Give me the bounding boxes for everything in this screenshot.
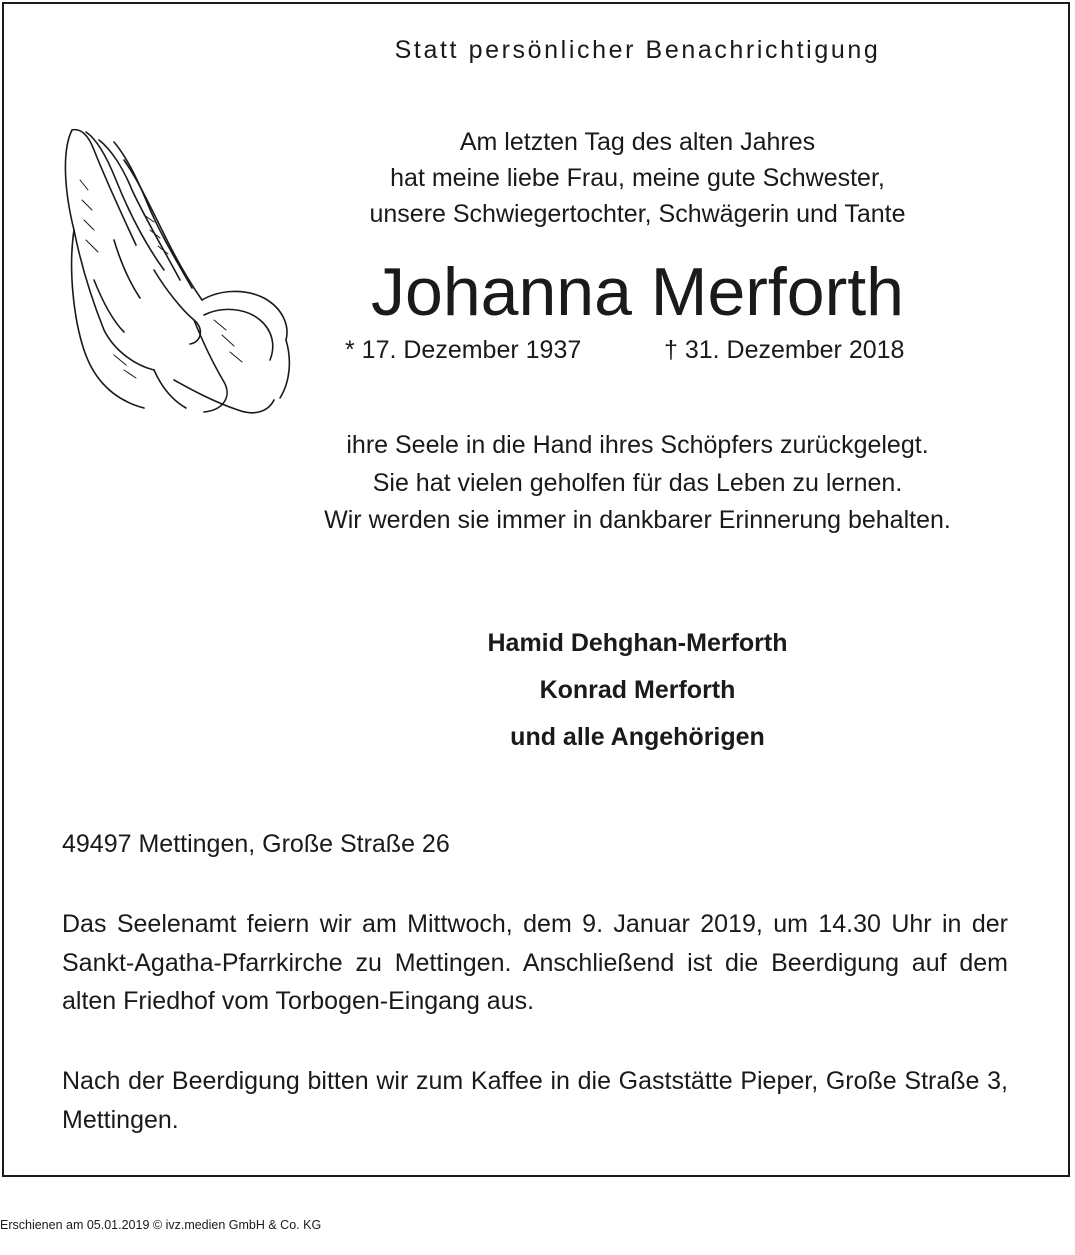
memorial-line: Sie hat vielen geholfen für das Leben zu lernen. xyxy=(372,468,903,497)
header-notice: Statt persönlicher Benachrichtigung xyxy=(394,36,881,64)
address: 49497 Mettingen, Große Straße 26 xyxy=(62,830,450,858)
publication-credit: Erschienen am 05.01.2019 © ivz.medien GmbH & Co. KG xyxy=(0,1218,322,1232)
service-info: Das Seelenamt feiern wir am Mittwoch, dem 9. Januar 2019, um 14.30 Uhr in der Sankt-Agatha-Pfarrkirche zu Mettingen. Anschließend ist die Beerdigung auf dem alten Friedhof vom Torbogen-Eingang aus. xyxy=(62,910,1008,1015)
mourner-name: Konrad Merforth xyxy=(539,676,736,704)
memorial-line: ihre Seele in die Hand ihres Schöpfers zurückgelegt. xyxy=(346,431,929,459)
memorial-text xyxy=(0,427,1075,540)
memorial-line: Wir werden sie immer in dankbarer Erinnerung behalten. xyxy=(324,506,951,534)
intro-line: hat meine liebe Frau, meine gute Schwester, xyxy=(390,164,885,192)
coffee-info: Nach der Beerdigung bitten wir zum Kaffee in die Gaststätte Pieper, Große Straße 3, Mettingen. xyxy=(62,1067,1008,1134)
mourner-name: Hamid Dehghan-Merforth xyxy=(487,629,788,657)
deceased-name: Johanna Merforth xyxy=(371,254,904,330)
mourner-name: und alle Angehörigen xyxy=(510,723,765,751)
birth-date: * 17. Dezember 1937 xyxy=(345,336,582,364)
mourners-list xyxy=(0,620,1075,761)
death-date: † 31. Dezember 2018 xyxy=(664,336,905,364)
intro-line: Am letzten Tag des alten Jahres xyxy=(459,128,816,156)
intro-line: unsere Schwiegertochter, Schwägerin und Tante xyxy=(369,200,906,228)
